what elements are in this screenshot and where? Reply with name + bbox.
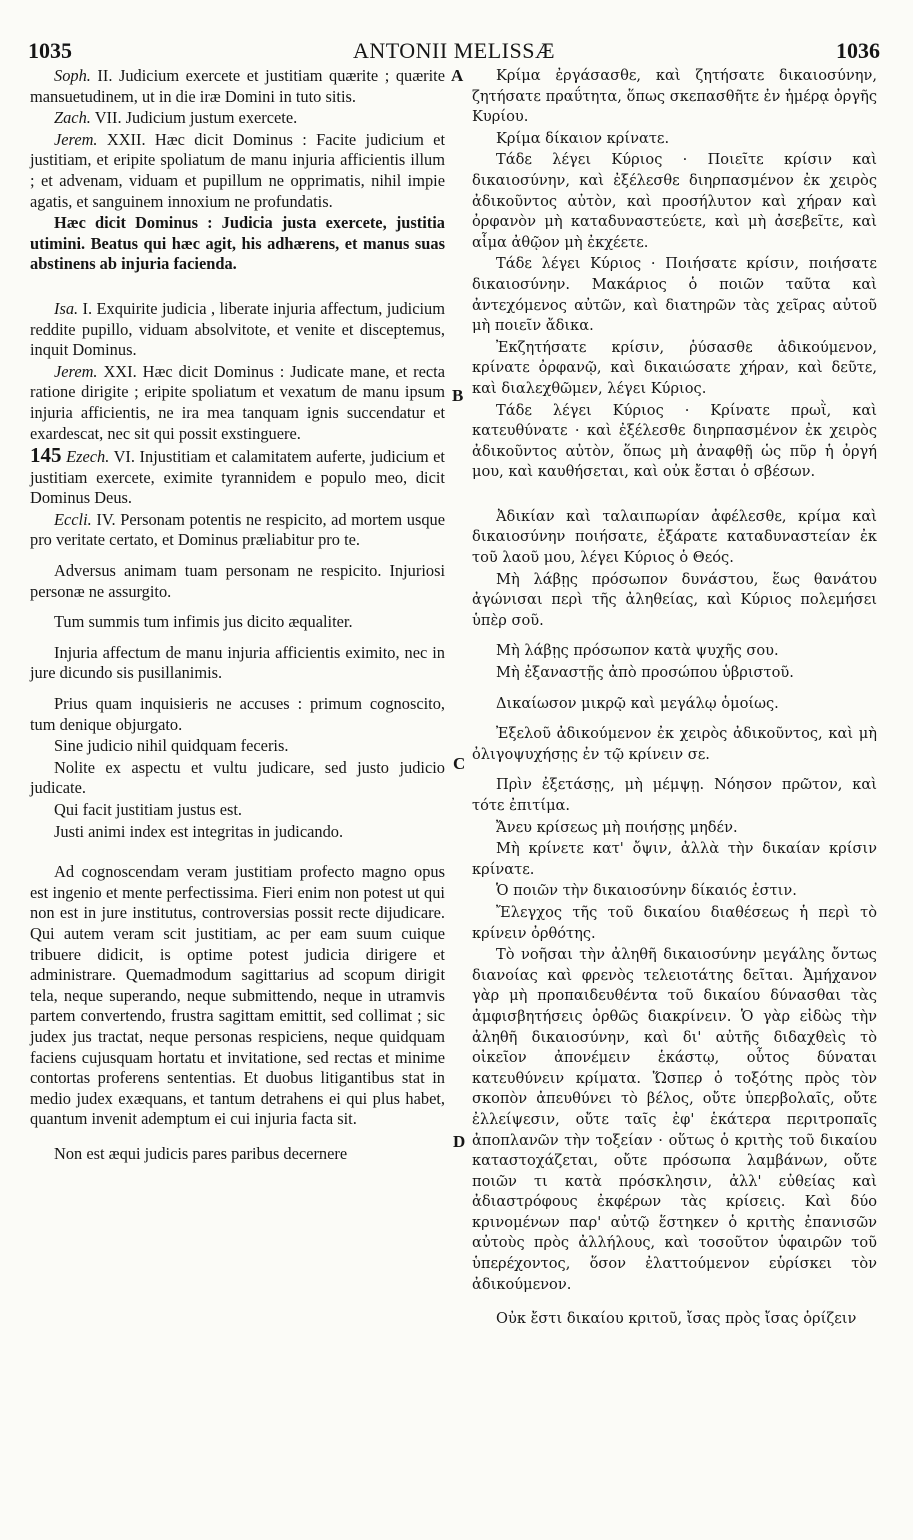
- source-reference: Isa.: [54, 298, 79, 318]
- entry-text: IV. Personam potentis ne respicito, ad mortem usque pro veritate certato, et Dominus præliabitur pro te.: [30, 509, 445, 550]
- entry-text: VI. Injustitiam et calamitatem auferte, judicium et justitiam exercete, eximite tyrannidem e populo meo, dicit Dominus Deus.: [30, 447, 445, 508]
- source-reference: Ezech.: [61, 447, 110, 467]
- latin-entry: [30, 66, 445, 107]
- latin-paragraph: Ad cognoscendam veram justitiam profecto magno opus est ingenio et mente perfectissima. Fieri enim non potest ut qui non est in jure institutus, controversias possit recte dijudicare. Qui autem veram scit justitiam, ac per eam suum cuique tribuere didicit, is optime potest judicia dirigere et administrare. Quemadmodum sagittarius ad scopum dirigit tela, neque superando, neque submittendo, neque in utramvis partem convertendo, frustra sagittam emittit, sed collimat ; sic judex jus tractat, neque personas respiciens, neque quidquam faciens cujusquam hortatu et invitatione, sed rectas et minime contortas proferens sententias. Et duobus litigantibus stat in medio judex exæquans, et tantum detrahens ei qui plus habet, quantum invenit ademptum ei cui injuria facta sit.: [30, 862, 445, 1129]
- greek-entry: Κρίμα δίκαιον κρίνατε.: [496, 129, 670, 147]
- page-number-right: 1036: [836, 38, 880, 63]
- page-header: [28, 36, 880, 66]
- greek-sentence: Μὴ ἐξαναστῇς ἀπὸ προσώπου ὑβριστοῦ.: [496, 664, 794, 682]
- greek-sentence: Ἐξελοῦ ἀδικούμενον ἐκ χειρὸς ἀδικοῦντος, καὶ μὴ ὀλιγοψυχήσῃς ἐν τῷ κρίνειν σε.: [472, 725, 877, 763]
- entry-text: I. Exquirite judicia , liberate injuria affectum, judicium reddite pupillo, viduam absolvitote, et venite et disceptemus, inquit Dominus.: [30, 298, 445, 360]
- latin-entry: [30, 213, 445, 275]
- source-reference: Jerem.: [54, 361, 98, 381]
- entry-text: Hæc dicit Dominus : Judicia justa exercete, justitia utimini. Beatus qui hæc agit, his adhærens, et manus suas abstinens ab injuria facienda.: [30, 213, 445, 274]
- greek-entry: Κρίμα ἐργάσασθε, καὶ ζητήσατε δικαιοσύνην, ζητήσατε πραΰτητα, ὅπως σκεπασθῆτε ἐν ἡμέρᾳ ὀργῆς Κυρίου.: [472, 67, 877, 126]
- greek-sentence: Μὴ λάβῃς πρόσωπον κατὰ ψυχῆς σου.: [496, 642, 779, 660]
- latin-sentence: Nolite ex aspectu et vultu judicare, sed justo judicio judicate.: [30, 757, 445, 798]
- latin-sentence: Tum summis tum infimis jus dicito æqualiter.: [54, 612, 353, 632]
- section-number: 145: [30, 443, 62, 468]
- entry-text: VII. Judicium justum exercete.: [90, 108, 298, 128]
- greek-entry: Τάδε λέγει Κύριος · Ποιεῖτε κρίσιν καὶ δικαιοσύνην, καὶ ἐξέλεσθε διηρπασμένον ἐκ χειρὸς ἀδικοῦντος αὐτὸν, καὶ προσήλυτον καὶ χήραν καὶ ὀρφανὸν μὴ καταδυναστεύετε, καὶ μὴ ἀσεβεῖτε, καὶ αἷμα ἀθῷον μὴ ἐκχέετε.: [472, 151, 877, 251]
- latin-sentence: Adversus animam tuam personam ne respicito. Injuriosi personæ ne assurgito.: [30, 561, 445, 601]
- latin-entry: [30, 445, 445, 509]
- latin-sentence: Injuria affectum de manu injuria afficientis eximito, nec in jure dicundo sis pusillanimis.: [30, 642, 445, 683]
- source-reference: Soph.: [54, 66, 91, 85]
- section-marker-c: C: [453, 754, 466, 773]
- greek-sentence: Μὴ κρίνετε κατ' ὄψιν, ἀλλὰ τὴν δικαίαν κρίσιν κρίνατε.: [472, 840, 877, 878]
- entry-text: XXI. Hæc dicit Dominus : Judicate mane, et recta ratione dirigite ; eripite spoliatum et vexatum de manu ipsum injuria afficientis, ne ira mea tanquam ignis succendatur et exardescat, nec sit qui possit exstinguere.: [30, 361, 445, 443]
- section-marker-a: A: [451, 66, 464, 85]
- latin-sentence: Qui facit justitiam justus est.: [54, 800, 243, 819]
- latin-sentence: Justi animi index est integritas in judicando.: [54, 821, 344, 841]
- latin-entry: [30, 510, 445, 551]
- greek-sentence: Ὁ ποιῶν τὴν δικαιοσύνην δίκαιός ἐστιν.: [496, 882, 797, 900]
- section-marker-d: D: [453, 1132, 466, 1151]
- greek-entry: Ἀδικίαν καὶ ταλαιπωρίαν ἀφέλεσθε, κρίμα καὶ δικαιοσύνην ποιήσατε, ἐξάρατε καταδυναστείαν ἐκ τοῦ λαοῦ μου, λέγει Κύριος ὁ Θεός.: [472, 507, 877, 567]
- running-title: ANTONII MELISSÆ: [352, 38, 556, 63]
- greek-sentence: Δικαίωσον μικρῷ καὶ μεγάλῳ ὁμοίως.: [496, 694, 779, 712]
- greek-sentence: Ἄνευ κρίσεως μὴ ποιήσῃς μηδέν.: [496, 818, 738, 836]
- latin-entry: [30, 130, 445, 212]
- latin-sentence: Sine judicio nihil quidquam feceris.: [54, 736, 289, 756]
- greek-entry: Μὴ λάβῃς πρόσωπον δυνάστου, ἕως θανάτου ἀγώνισαι περὶ τῆς ἀληθείας, καὶ Κύριος πολεμήσει ὑπὲρ σοῦ.: [472, 570, 877, 629]
- greek-paragraph: Τὸ νοῆσαι τὴν ἀληθῆ δικαιοσύνην μεγάλης ὄντως διανοίας καὶ φρενὸς τελειοτάτης δεῖται. Ἀμήχανον γὰρ μὴ προπαιδευθέντα τοῦ δικαίου δύνασθαι τὰς ἀμφισβητήσεις ὀρθῶς διακρίνειν. Ὁ γὰρ εἰδὼς τὴν ἀληθῆ δικαιοσύνην, καὶ δι' αὐτῆς διδαχθεὶς τὸ οἰκεῖον ἀπονέμειν ἑκάστῳ, οὗτος δύναται κατευθύνειν κρίματα. Ὥσπερ ὁ τοξότης πρὸς τὸν σκοπὸν ἀπευθύνει τὸ βέλος, οὔτε ὑπερβολαῖς, οὔτε ἐλλείψεσιν, οὔτε ταῖς ἐφ' ἑκάτερα περιτροπαῖς ἀποπλανῶν τὴν τοξείαν · οὕτως ὁ κριτὴς τοῦ δικαίου καταστοχάζεται, οὔτε πρόσωπα λαμβάνων, οὔτε ποιῶν τι κατὰ πρόσκλησιν, ἀλλ' εὐθείας καὶ ἀδιαστρόφους ἐκφέρων τὰς κρίσεις. Καὶ δύο κρινομένων παρ' αὐτῷ ἕστηκεν ὁ κριτὴς ἐπανισῶν αὐτοὺς πρὸς ἀλλήλους, καὶ τοσοῦτον ὑφαιρῶν τοῦ ὑπερέχοντος, ὅσον ἐλαττούμενον εὑρίσκει τὸν ἀδικούμενον.: [472, 946, 877, 1293]
- source-reference: Zach.: [54, 108, 91, 128]
- source-reference: Eccli.: [54, 509, 92, 529]
- greek-entry: Τάδε λέγει Κύριος · Ποιήσατε κρίσιν, ποιήσατε δικαιοσύνην. Μακάριος ὁ ποιῶν ταῦτα καὶ ἀντεχόμενος αὐτῶν, καὶ διατηρῶν τὰς χεῖρας αὐτοῦ μὴ ποιεῖν ἄδικα.: [472, 255, 877, 335]
- latin-column: [30, 66, 445, 1166]
- section-marker-b: B: [452, 386, 464, 405]
- latin-entry: [30, 362, 445, 444]
- greek-column: [472, 66, 877, 1331]
- greek-paragraph: Οὐκ ἔστι δικαίου κριτοῦ, ἴσας πρὸς ἴσας ὁρίζειν: [496, 1310, 857, 1328]
- latin-entry: [30, 108, 445, 129]
- entry-text: XXII. Hæc dicit Dominus : Facite judicium et justitiam, et eripite spoliatum de manu injuria afficientis illum ; et advenam, viduam et pupillum ne opprimatis, nihil impie agatis, et sanguinem innoxium ne profundatis.: [30, 129, 445, 211]
- latin-entry: [30, 299, 445, 361]
- greek-entry: Τάδε λέγει Κύριος · Κρίνατε πρωῒ, καὶ κατευθύνατε · καὶ ἐξέλεσθε διηρπασμένον ἐκ χειρὸς ἀδικοῦντος αὐτὸν, ὅπως μὴ ἀναφθῇ ὡς πῦρ ἡ ὀργή μου, καὶ καυθήσεται, καὶ οὐκ ἔσται ὁ σβέσων.: [472, 401, 877, 481]
- page-number-left: 1035: [28, 38, 72, 63]
- entry-text: II. Judicium exercete et justitiam quærite ; quærite mansuetudinem, ut in die iræ Domini in tuto sitis.: [30, 66, 445, 106]
- greek-sentence: Ἔλεγχος τῆς τοῦ δικαίου διαθέσεως ἡ περὶ τὸ κρίνειν ὀρθότης.: [472, 903, 877, 942]
- greek-sentence: Πρὶν ἐξετάσῃς, μὴ μέμψῃ. Νόησον πρῶτον, καὶ τότε ἐπιτίμα.: [472, 776, 877, 814]
- latin-paragraph: Non est æqui judicis pares paribus decernere: [54, 1143, 348, 1163]
- latin-sentence: Prius quam inquisieris ne accuses : primum cognoscito, tum denique objurgato.: [30, 694, 445, 734]
- greek-entry: Ἐκζητήσατε κρίσιν, ῥύσασθε ἀδικούμενον, κρίνατε ὀρφανῷ, καὶ δικαιώσατε χήραν, καὶ δεῦτε, καὶ διαλεχθῶμεν, λέγει Κύριος.: [472, 338, 877, 397]
- source-reference: Jerem.: [54, 129, 98, 149]
